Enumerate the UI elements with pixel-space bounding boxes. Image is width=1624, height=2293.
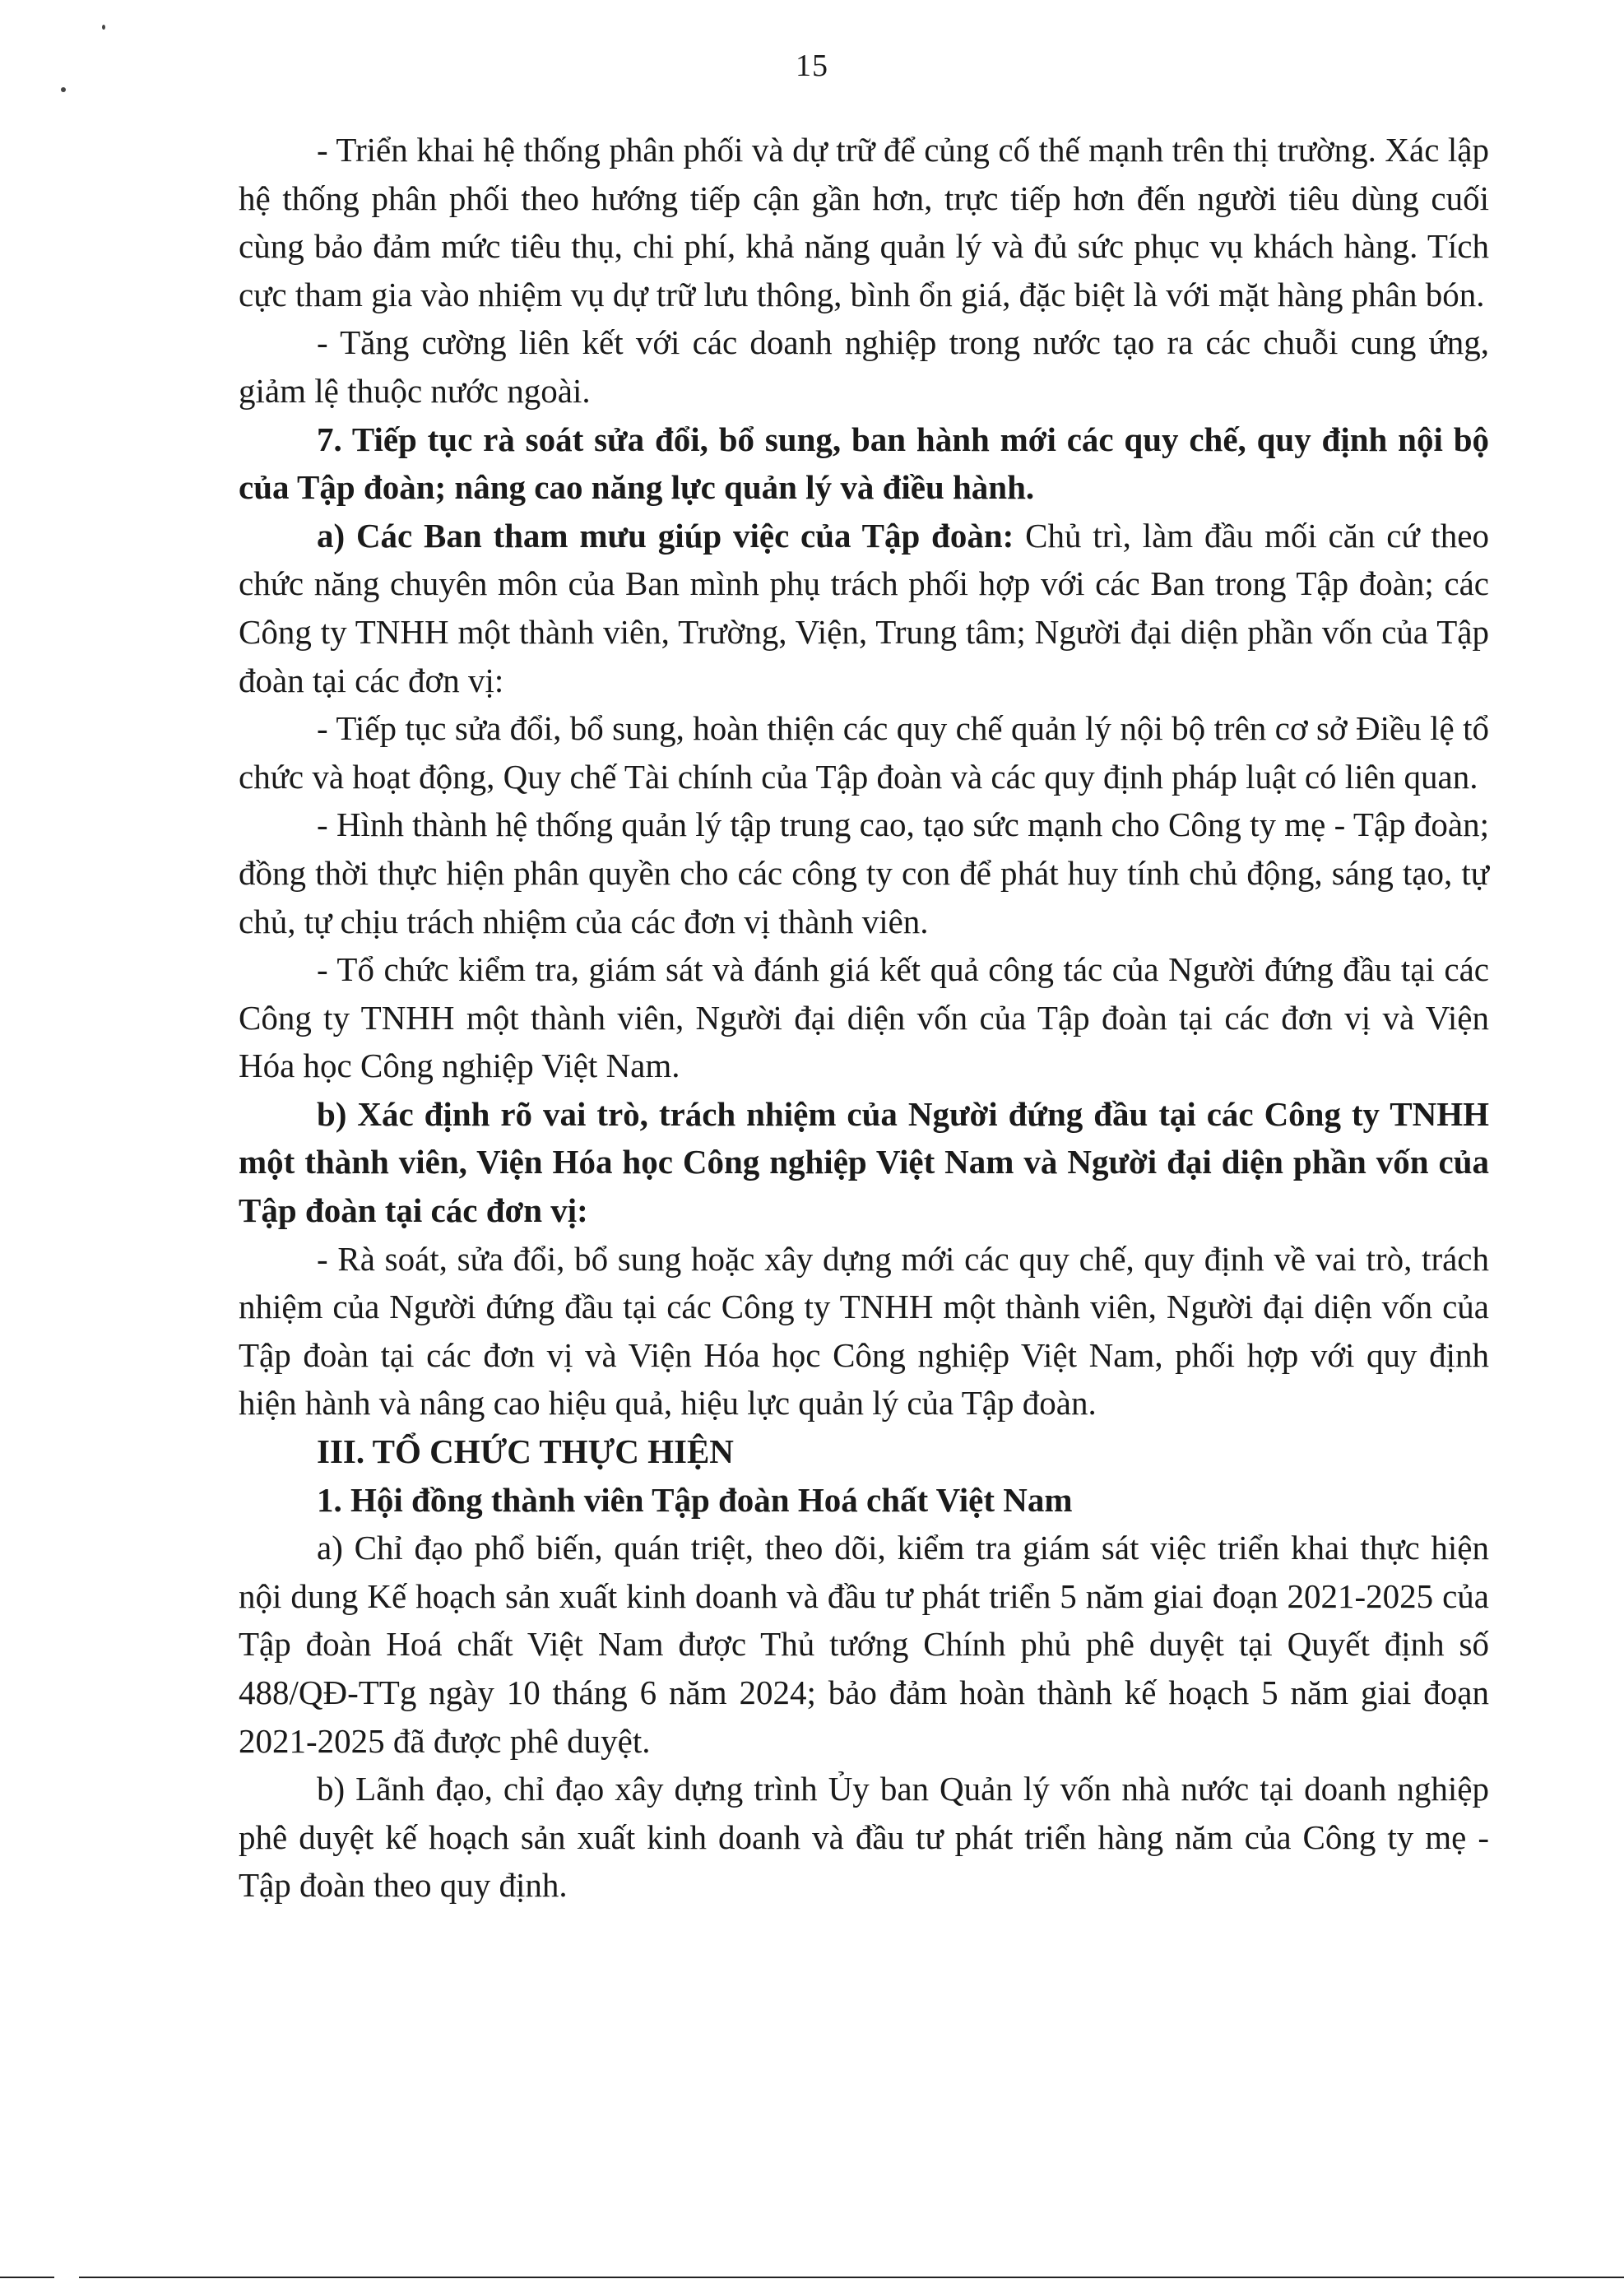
paragraph-lead: a) Các Ban tham mưu giúp việc của Tập đoàn: [317,516,1014,555]
paragraph: - Rà soát, sửa đổi, bổ sung hoặc xây dựng mới các quy chế, quy định về vai trò, trách nhiệm của Người đứng đầu tại các Công ty TNHH một thành viên, Người đại diện vốn của Tập đoàn tại các đơn vị và Viện Hóa học Công nghiệp Việt Nam, phối hợp với quy định hiện hành và nâng cao hiệu quả, hiệu lực quản lý của Tập đoàn. [239,1239,1489,1423]
scan-speck [102,25,105,30]
paragraph: - Triển khai hệ thống phân phối và dự trữ để củng cố thế mạnh trên thị trường. Xác lập hệ thống phân phối theo hướng tiếp cận gần hơn, trực tiếp hơn đến người tiêu dùng cuối cùng bảo đảm mức tiêu thụ, chi phí, khả năng quản lý và đủ sức phục vụ khách hàng. Tích cực tham gia vào nhiệm vụ dự trữ lưu thông, bình ổn giá, đặc biệt là với mặt hàng phân bón. [239,131,1489,313]
paragraph: - Tổ chức kiểm tra, giám sát và đánh giá kết quả công tác của Người đứng đầu tại các Công ty TNHH một thành viên, Người đại diện vốn của Tập đoàn tại các đơn vị và Viện Hóa học Công nghiệp Việt Nam. [239,950,1489,1085]
paragraph: a) Chỉ đạo phổ biến, quán triệt, theo dõi, kiểm tra giám sát việc triển khai thực hiện nội dung Kế hoạch sản xuất kinh doanh và đầu tư phát triển 5 năm giai đoạn 2021-2025 của Tập đoàn Hoá chất Việt Nam được Thủ tướng Chính phủ phê duyệt tại Quyết định số 488/QĐ-TTg ngày 10 tháng 6 năm 2024; bảo đảm hoàn thành kế hoạch 5 năm giai đoạn 2021-2025 đã được phê duyệt. [239,1529,1489,1760]
paragraph: b) Lãnh đạo, chỉ đạo xây dựng trình Ủy ban Quản lý vốn nhà nước tại doanh nghiệp phê duyệt kế hoạch sản xuất kinh doanh và đầu tư phát triển hàng năm của Công ty mẹ - Tập đoàn theo quy định. [239,1770,1489,1905]
part-heading: III. TỔ CHỨC THỰC HIỆN [317,1432,734,1471]
paragraph: - Tăng cường liên kết với các doanh nghiệp trong nước tạo ra các chuỗi cung ứng, giảm lệ thuộc nước ngoài. [239,323,1489,410]
subsection-heading: b) Xác định rõ vai trò, trách nhiệm của Người đứng đầu tại các Công ty TNHH một thành viên, Viện Hóa học Công nghiệp Việt Nam và Người đại diện phần vốn của Tập đoàn tại các đơn vị: [239,1094,1489,1230]
paragraph [239,512,1489,704]
page-number: 15 [796,49,828,83]
footer-rule-left [0,2277,54,2278]
document-body [239,126,1489,1910]
paragraph: - Hình thành hệ thống quản lý tập trung cao, tạo sức mạnh cho Công ty mẹ - Tập đoàn; đồng thời thực hiện phân quyền cho các công ty con để phát huy tính chủ động, sáng tạo, tự chủ, tự chịu trách nhiệm của các đơn vị thành viên. [239,805,1489,940]
section-heading: 1. Hội đồng thành viên Tập đoàn Hoá chất Việt Nam [317,1480,1073,1519]
section-heading: 7. Tiếp tục rà soát sửa đổi, bổ sung, ban hành mới các quy chế, quy định nội bộ của Tập đoàn; nâng cao năng lực quản lý và điều hành. [239,420,1489,507]
footer-rule-right [79,2277,1624,2278]
paragraph: - Tiếp tục sửa đổi, bổ sung, hoàn thiện các quy chế quản lý nội bộ trên cơ sở Điều lệ tổ chức và hoạt động, Quy chế Tài chính của Tập đoàn và các quy định pháp luật có liên quan. [239,709,1489,796]
paragraph-body: Chủ trì, làm đầu mối căn cứ theo chức năng chuyên môn của Ban mình phụ trách phối hợp với các Ban trong Tập đoàn; các Công ty TNHH một thành viên, Trường, Viện, Trung tâm; Người đại diện phần vốn của Tập đoàn tại các đơn vị: [239,516,1489,699]
scan-speck [61,87,66,92]
